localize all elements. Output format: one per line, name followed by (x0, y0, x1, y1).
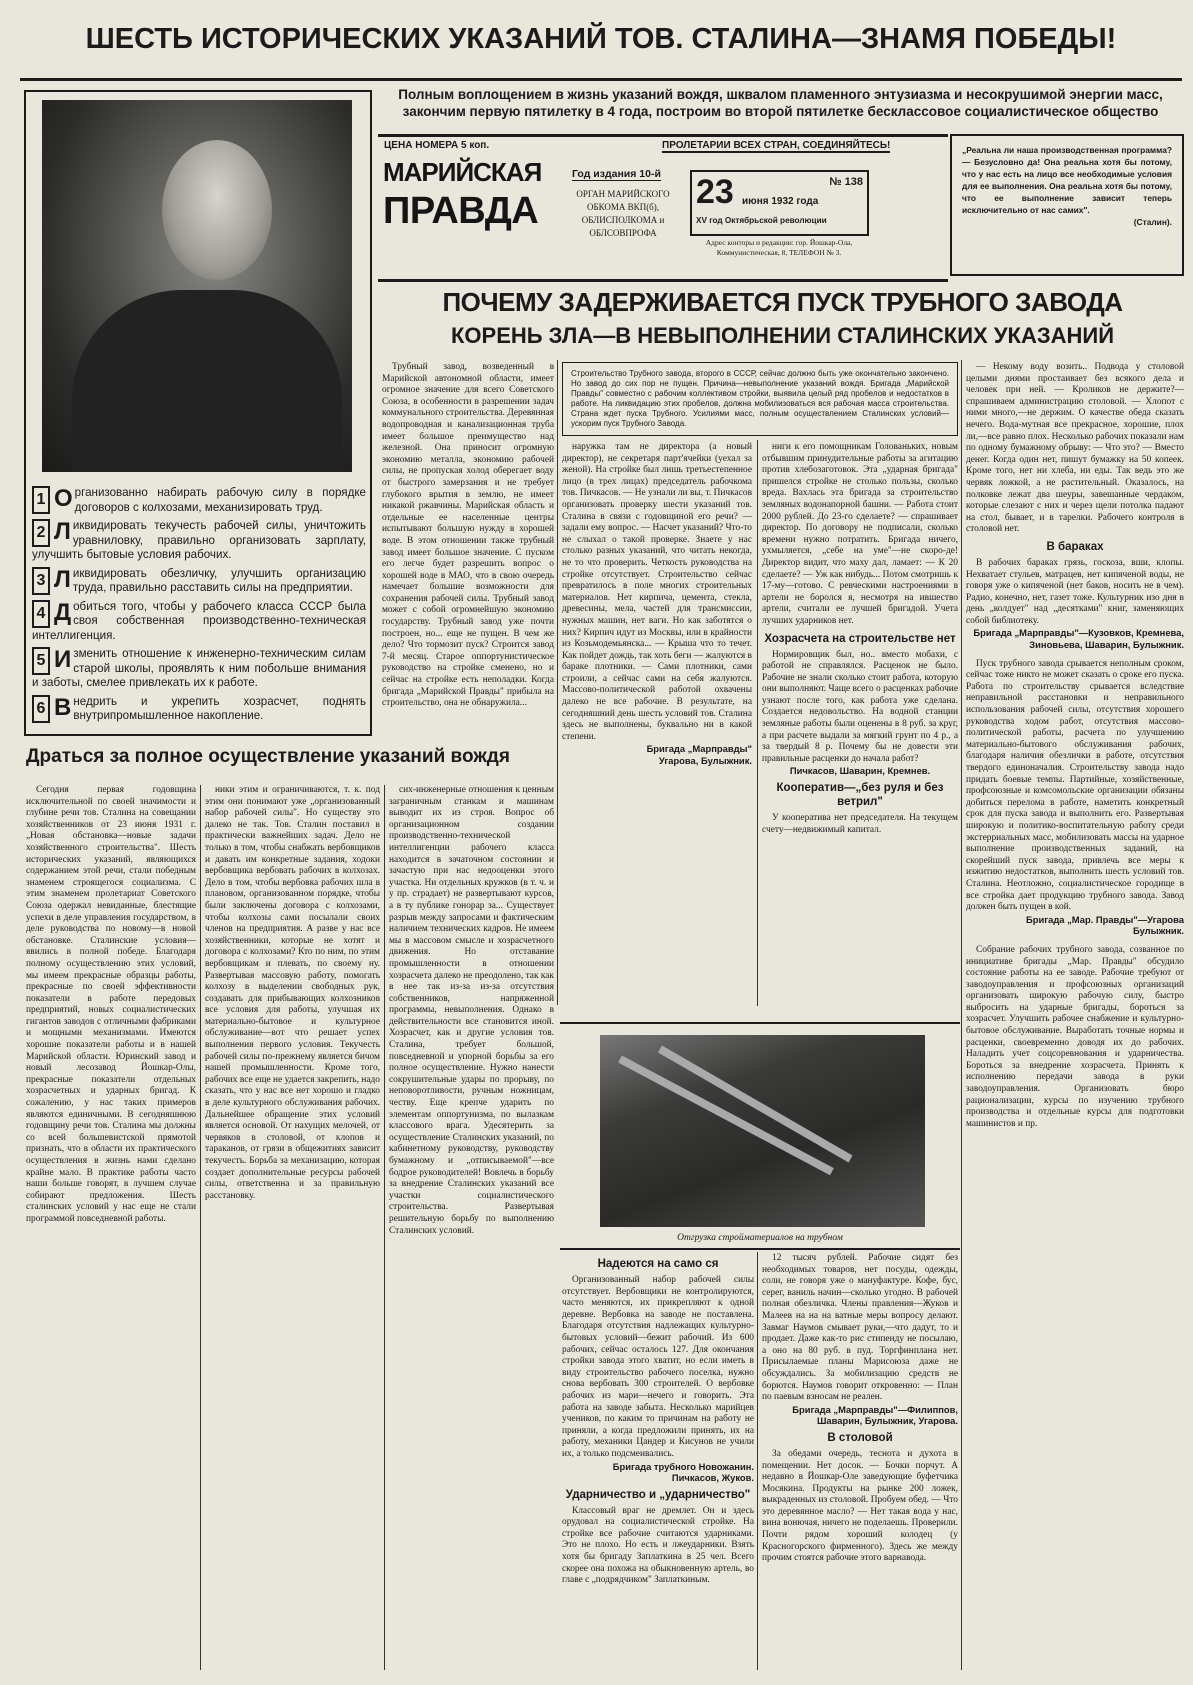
point-4 (32, 600, 366, 644)
front-page-banner-headline: ШЕСТЬ ИСТОРИЧЕСКИХ УКАЗАНИЙ ТОВ. СТАЛИНА—ЗНАМЯ ПОБЕДЫ! (85, 23, 1117, 55)
drop-cap: В (54, 693, 72, 721)
subheading: В бараках (1046, 540, 1104, 553)
divider (20, 78, 1182, 81)
point-text: обиться того, чтобы у рабочего класса СССР была своя собственная производственно-техническая интеллигенция. (32, 599, 366, 642)
lead-article-headline: Драться за полное осуществление указаний вождя (26, 746, 510, 767)
motto: ПРОЛЕТАРИИ ВСЕХ СТРАН, СОЕДИНЯЙТЕСЬ! (662, 140, 891, 151)
number-badge: 5 (32, 647, 50, 675)
signature: Бригада „Марправды" (646, 743, 752, 755)
organ-text: ОРГАН МАРИЙСКОГО ОБКОМА ВКП(б), ОБЛИСПОЛКОМА и ОБЛСОВПРОФА (576, 189, 670, 238)
lead-col-1: Сегодня первая годовщина исключительной по своей значимости и глубине речи тов. Сталина на совещании хозяйственников от 23 июня 1931 г. „Новая обстановка—новые задачи хозяйственного строительства". Шесть исторических указаний, являющихся содержанием этой речи, стали победным знаменем строящегося социализма. С этим знаменем пролетариат Советского Союза одержал невиданные, блестящие успехи в деле управления государством, в деле руководства по новому—в новой обстановке. Сталинские условия—явились в полной победе. Благодаря полному осуществлению этих условий, мы имеем прекрасные образцы работы, прекрасные по своей эффективности показатели в работе передовых предприятий, новых социалистических гигантов заводов с отличными фабриками и мощными механизмами. Имеются хорошие показатели работы и в нашей Марийской области. Юринский завод и новый лесозавод Йошкар-Олы, прекрасные показатели отдельных хозрасчетных и ударных бригад. К сожалению, у нас таких примеров являются единичными. В сегодняшнюю годовщину речи тов. Сталина мы должны со всей большевистской прямотой признать, что в области их практического осуществления в жизнь нами сделано крайне мало. В практике работы часто наши больше говорят, в лучшем случае собирают предложения. Шесть сталинских условий у нас еще не стали программой повседневной работы. (26, 785, 196, 1224)
drop-cap: И (54, 646, 72, 673)
lead-col-3: сих-инженерные отношения к ценным заграничным станкам и машинам выводит их из строя. Вопрос об организационном создании производственно-технической интеллигенции рабочего класса находится в зачаточном состоянии и зачастую при нас недооценки этого участка. Ни отдельных кружков (в т. ч. и у пр. страдает) не развертывают курсов, а в ту публике гонорар за... Существует разрыв между запросами и фактическим наличием технических кадров. Не имеем мы в массовом смысле и хозрасчетного движения. Но отставание промышленности в отношении хозрасчета далеко не преодолено, так как в нее так из-за из-за отсутствия собственников, напряженной программы, невыполнения. Однако в действительности все становится иной. Хозрасчет, как и другие условия тов. Сталина, требует большой, повседневной и упорной борьбы за его полное осуществление. Нужно нанести сокрушительные удары по прорыву, по неповоротливости, ручным ножницам, честву. Еще крепче ударить по элементам оппортунизма, по вылазкам классового врага. Удесятерить за осуществление Сталинских указаний, по кабинетному руководству, руководству бумажному и „отписываемой"—все бодрое руководителей! Вовлечь в борьбу за внедрение Сталинских указаний все участки социалистического строительства. Развертывая решительную борьбу по выполнению Сталинских условий. (389, 785, 554, 1236)
drop-cap: О (54, 485, 73, 512)
pipe-lead-box: Строительство Трубного завода, второго в СССР, сейчас должно быть уже окончательно закончено. Но завод до сих пор не пущен. Причина—невыполнение указаний вождя. Бригада „Марийской Правды" совместно с рабочим коллективом стройки, выявила целый ряд пробелов и недостатков в работе. На ликвидацию этих пробелов, должна мобилизоваться вся рабочая масса строительства. Страна ждет пуска Трубного. Усилиями масс, полным осуществлением Сталинских условий—ускорим пуск Трубного Завода. (562, 362, 958, 436)
price: ЦЕНА НОМЕРА 5 коп. (384, 140, 490, 151)
pipe-col-2: наружка там не директора (а новый директор), не секретаря парт'ячейки (уехал за женой). На стройке был лишь третьестепенное лицо (в трех лицах) председатель рабочкома тов. Пичкасов. — Не узнали ли вы, т. Пичкасов организовать проверку шести указаний тов. Сталина в связи с годовщиной его речи? — задали ему вопрос. — Насчет указаний? Что-то не слыхал о такой проверке. Знаете у нас столько разных указаний, что читать некогда, не то что проверить. Четкость руководства на стройке отсутствует. Строительство сейчас превратилось в поле многих строительных материалов. Нет кирпича, цемента, стекла, древесины, мела, частей для трансмиссии, нужных машин, нет ваги. Но как заботятся о них? Кирпич идут из Москвы, или в крайности из Козьмодемьянска... — Крыша что то течет. Как пойдет дождь, так хоть беги — жалуются в бараке плотники. — Сами плотники, сами строили, а сейчас сами на себя жалуются. Массово-политической работой охвачены далеко не все рабочие. В результате, на сегодняшний день шесть условий тов. Сталина здесь не выполнены, буквально ни в какой степени. Бригада „Марправды" Угарова, Булыжник. (562, 442, 752, 767)
number-badge: 1 (32, 486, 50, 514)
construction-photo (600, 1035, 925, 1227)
signature: Бригада „Мар. Правды"—Угарова (1026, 913, 1184, 925)
publication-year: Год издания 10-й (572, 168, 661, 180)
issue-number: № 138 (829, 176, 863, 188)
subheading: Надеются на само ся (597, 1258, 719, 1270)
date-month-year: июня 1932 года (742, 196, 819, 207)
point-text: зменить отношение к инженерно-техническим силам старой школы, проявлять к ним побольше внимания и заботы, смелее привлекать их к работе. (32, 647, 366, 689)
number-badge: 4 (32, 600, 50, 628)
address: Адрес конторы и редакции: гор. Йошкар-Ола, Коммунистическая, 8, ТЕЛЕФОН № 3. (705, 238, 853, 257)
date-box (690, 170, 869, 236)
column-rule (757, 440, 758, 1006)
column-rule (384, 785, 385, 1670)
slogan: Полным воплощением в жизнь указаний вождя, шквалом пламенного энтузиазма и несокрушимой энергии масс, закончим первую пятилетку в 4 года, построим во второй пятилетке бесклассовое социалистическое общество (398, 87, 1163, 119)
point-text: недрить и укрепить хозрасчет, поднять внутрипромышленное накопление. (73, 694, 366, 722)
drop-cap: Л (54, 565, 71, 593)
signature: Булыжник. (1132, 925, 1184, 937)
pipe-col-3: ниги к его помощникам Голованьких, новым отбывшим принудительные работы за агитацию против хлебозаготовок. Эта „ударная бригада" пришелся стройке не столько пользы, сколько вреда. Вахлась эта бригада за строительство земляных водонапорной башни. — Работа стоит 2000 рублей. До 23-го сделаете? — спрашивает директор. По договору не подписали, сколько времени нужно потратить. Бригада ничего, ухмыляется, „себе на уме"—не скоро-де! Директор видит, что маху дал, ламает: — К 20 сделаете? — Уж как нибудь... Потом смотришь к 17-му—готово. С ревческими настроениями в артели не боролся я, несмотря на ившество артели, считали ее лучшей бригадой. Учета лучших ударников нет. Хозрасчета на строительстве нет Нормировщик был, но.. вместо мобахи, с работой не справлялся. Расценок не было. Рабочие не знали сколько стоит работа, которую они выполняют. Чаще всего о расценках рабочие узнают после того, как работа уже сделана. Создается недовольство. На водной станции земляные работы были оценены в 8 руб. за круг, а при расчете выдали за мягкий грунт по 4 р., а за твердый 8 р. Почему бы не довести эти правильные расценки до начала работ? Пичкасов, Шаварин, Кремнев. Кооператив—„без руля и без ветрил" У кооператива нет председателя. На текущем счету—недвижимый капитал. (762, 442, 958, 835)
signature: Шаварин, Булыжник, Угарова. (817, 1415, 958, 1427)
signature: Пичкасов, Шаварин, Кремнев. (789, 765, 931, 777)
column-rule (200, 785, 201, 1670)
drop-cap: Д (54, 598, 72, 626)
point-6 (32, 695, 366, 724)
signature: Пичкасов, Жуков. (671, 1472, 754, 1484)
signature: Угарова, Булыжник. (658, 755, 752, 767)
column-rule (557, 360, 558, 1005)
divider (560, 1248, 960, 1250)
subheading: Кооператив—„без руля и без ветрил" (776, 782, 944, 809)
point-1 (32, 486, 366, 515)
column-rule (961, 360, 962, 1670)
photo-caption: Отгрузка стройматериалов на трубном (677, 1233, 843, 1243)
column-rule (757, 1252, 758, 1670)
logo-line-1: МАРИЙСКАЯ (383, 157, 542, 187)
logo-line-2: ПРАВДА (383, 190, 539, 232)
subheading: Хозрасчета на строительстве нет (764, 632, 956, 645)
divider (560, 1022, 960, 1024)
quote-text: „Реальна ли наша производственная программа? — Безусловно да! Она реальна хотя бы потому, что у нас есть на лицо все необходимые условия для ее выполнения. Она реальна хотя бы потому, что ее выполнение зависит теперь исключительно от нас самих". (962, 145, 1172, 215)
signature: Бригада „Марправды"—Филиппов, (792, 1403, 958, 1415)
pipe-col-4: — Некому воду возить.. Подвода у столовой целыми днями простаивает без всякого дела и человек при ней. — Кроликов не держите?—спрашиваем администрацию столовой. — Хлопот с ними много,—не держим. О качестве обеда сказать нечего. Вода-мутная все прекрасное, хорошие, плох ли,—все равно плох. Несколько рабочих показали нам по одному бумажному обрыву: — Что это? — Вместо денег. Когда один нет, пишут бумажку на 50 копеек. Кроме того, нет ни хлеба, ни еды. Так ведь это же червяк ложкой, а не растительный. Оказалось, на полковке лежат два шеуры, завешанные чердаком, которые слезают с них и через щели потолка падают на стол, бывает, и в тарелки. Рабочего контроля в столовой нет. В бараках В рабочих бараках грязь, госкоза, вши, клопы. Нехватает стульев, матрацев, нет кипяченой воды, не говоря уже о кипяченой (нет баков, носить не в чем). Радио, конечно, нет, газет тоже. Культурник изо дня в день „колдует" над „десятками" книг, заменяющих собой библиотеку. Бригада „Марправды"—Кузовков, Кремнева, Зиновьева, Шаварин, Булыжник. Пуск трубного завода срывается неполным сроком, сейчас тоже никто не может сказать о сроке его пуска. Работа по строительству срывается вследствие неправильной расстановки и неправильного использования рабочей силы, отсутствия хорошего руководства ходом работ, отсутствия массово-политической работы, расчета по улучшению материально-бытового обслуживания рабочих, благодаря наличия обезлички в работе, отсутствия твердого единоначалия. Строительству завода надо придать боевые темпы. Партийные, хозяйственные, профсоюзные и комсомольские организации обязаны добиться перелома в работе, наметить конкретный срок для пуска завода и выполнить его. Развертывая широкую и политико-воспитательную работу среди экстерриальных масс, мобилизовать массы на ударное выполнение производственных заданий, на скорейший пуск завода, привлечь все меры к изжитию недостатков, выполнить шесть условий тов. Сталина. Неотложно, социалистическое городище в все стройка дает продукцию трубного завода. Завод должен быть пущен в кой. Бригада „Мар. Правды"—Угарова Булыжник. Собрание рабочих трубного завода, созванное по инициативе бригады „Мар. Правды" обсудило состояние работы на ее заводе. Рабочие требуют от заводоуправления и профсоюзных организаций организовать широкую рабочую силу, быстро выбросить на ударные бригады, бороться за хозрасчет. Улучшить рабочее снабжение и культурно-бытовое обслуживание. Выработать точные нормы и расценки, своевременно доводя их до рабочих. Наладить учет соцсоревнования и ударничества. Бороться за внедрение хозрасчета. Принять к исполнению передачи завода в руки заводоуправления. Организовать бюро рационализации, курсы по изучению трубного производства и отдельные курсы для подготовки машинистов и пр. (966, 362, 1184, 1129)
stalin-quote-box (950, 134, 1184, 276)
quote-author: (Сталин). (1133, 217, 1172, 227)
stalin-portrait (42, 100, 352, 472)
signature: Бригада „Марправды"—Кузовков, Кремнева, Зиновьева, Шаварин, Булыжник. (973, 627, 1184, 651)
signature: Бригада трубного Новожанин. (612, 1460, 754, 1472)
lower-col-2: 12 тысяч рублей. Рабочие сидят без необходимых товаров, нет посуды, одежды, соли, не говоря уже о мануфактуре. Кофе, бус, серег, ваниль начин—сколько угодно. В рабочей полная обезличка. Члены правления—Жуков и Малеев на на на ватные меры вопросу делают. Завмаг Наумов смывает руки,—что дадут, то и продает. Даже как-то рис стипенду не посылаю, а оно на 80 руб. в пуд. Торгфинплана нет. Присылаемые планы Марисоюза даже не обсуждались. За мобилизацию средств не борются. Наумов говорит откровенно: — План по паевым взносам не реален. Бригада „Марправды"—Филиппов, Шаварин, Булыжник, Угарова. В столовой За обедами очередь, теснота и духота в помещении. Нет досок. — Бочки порчут. А недавно в Йошкар-Оле заведующие буфетчика Мосякина. Продукты на рынке 200 ложек, выкраденных из столовой. Пробуем обед. — Что это деревянное масло? — Нет такая вода у нас, вина вонючая, ничего не поделаешь. Проверили. Почти рядом хороший колодец (у Красногорского фирменного). Здесь же между прочим стоятся рабочие этого варнавода. (762, 1253, 958, 1564)
drop-cap: Л (54, 518, 71, 545)
point-3 (32, 567, 366, 596)
subheading: В столовой (827, 1431, 893, 1444)
pipe-article-headline: ПОЧЕМУ ЗАДЕРЖИВАЕТСЯ ПУСК ТРУБНОГО ЗАВОДА (442, 287, 1123, 317)
date-day: 23 (696, 173, 734, 211)
lower-col-1: Надеются на само ся Организованный набор рабочей силы отсутствует. Вербовщики не контролируются, часто меняются, их прикрепляют к одной деревне. Вербовка на заводе не поставлена. Благодаря отсутствия надлежащих культурно-бытовых условий—бежит рабочий. Из 600 рабочих, сейчас осталось 127. Для окончания стройки завода этого хватит, но если иметь в виду строительство рабочего поселка, нужно снова вербовать 300 строителей. О вербовке рабочих из мари—нечего и говорить. Эта работа на заводе забыта. Несколько марийцев учеников, по каким то причинам на работу не приняли, а когда предложили принять, их на работу, механики Цандер и Кисунов не учили их, а только подсмеивались. Бригада трубного Новожанин. Пичкасов, Жуков. Ударничество и „ударничество" Классовый враг не дремлет. Он и здесь орудовал на социалистической стройке. На стройке все рабочие считаются ударниками. Это не плохо. Но есть и лжеударники. Взять хотя бы бригаду Заплаткина в 25 чел. Всего скорее она похожа на обыкновенную артель, во главе с „подрядчиком" Заплаткиным. (562, 1258, 754, 1586)
revolution-year: XV год Октябрьской революции (696, 216, 827, 225)
point-5 (32, 647, 366, 691)
point-text: иквидировать текучесть рабочей силы, уничтожить уравниловку, правильно организовать зарплату, улучшить бытовые условия рабочих. (32, 519, 366, 561)
lead-col-2: ники этим и ограничиваются, т. к. под этим они понимают уже „организованный набор рабочей силы". Но существу это далеко не так. Тов. Сталин поставил в практически важнейших задач. Дело не только в том, чтобы снабжать вербовщиков и давать им конкретные задания, ходоки вербовщика вербовать рабочих в колхозах. Дело в том, чтобы вербовка рабочих шла в плановом, организованном порядке, чтобы были заключены договора с колхозами, чтобы колхозы сами посылали своих членов на предприятия. А разве у нас все хозяйственники, которые не хотят и договора с колхозами? Кто по ним, по этим вербовщикам и плевать, по своему ну. Развертывая массовую работу, помогать колхозу в выделении свободных рук, создавать для прибывающих колхозников все условия для работы, улучшая их материально-бытовое и культурное обслуживание—вот что решает успех выполнения первого условия. Текучесть рабочей силы по-прежнему является бичом нашей промышленности. Кроме того, рабочих все еще не удается закрепить, надо сказать, что у нас все нет хорошо и гладко в деле культурного обслуживания рабочих. Дальнейшее обращение этих условий является основой. От нахущих мелочей, от червяков в столовой, от клопов и тараканов, от грязи в общежитиях зависит текучесть. Борьба за механизацию, которая создает дополнительные ресурсы рабочей силы, ответственна и за правильную расстановку. (205, 785, 380, 1201)
number-badge: 6 (32, 695, 50, 723)
number-badge: 3 (32, 567, 50, 595)
newspaper-logo (383, 156, 561, 234)
six-points-list (32, 486, 366, 728)
subheading: Ударничество и „ударничество" (565, 1488, 751, 1501)
number-badge: 2 (32, 519, 50, 547)
point-text: иквидировать обезличку, улучшить организацию труда, правильно расставить силы на предприятии. (72, 566, 366, 594)
pipe-article-subheadline: КОРЕНЬ ЗЛА—В НЕВЫПОЛНЕНИИ СТАЛИНСКИХ УКАЗАНИЙ (450, 323, 1115, 348)
pipe-col-1: Трубный завод, возведенный в Марийской автономной области, имеет огромное значение для всего Советского Союза, в особенности в разрешении задач коммунального строительства. Деревянная водопроводная и канализационная труба имеет большое преимущество над железной. Она приносит огромную экономию металла, экономию рабочей силы, не пропуская холод оберегает воду от быстрого замерзания и не требует глубокого врытия в землю, не имеет никакой ржавчины. Марийская область и отдельные ее населенные центры испытывают большую нужду в хорошей воде. В этом отношении также трубный завод имеет большое значение. С пуском его легче будет разрешить вопрос о хорошей воде в МАО, что в свою очередь намечает большие возможности для сохранения рабочей силы. Трубный завод может с собой огромнейшую экономию государству. Трубный завод уже почти построен, но... еще не пущен. В чем же дело? Что тормозит пуск? Строится завод 7-й месяц. Старое оппортунистическое руководство на стройке сменено, но и сейчас на стройке есть неполадки. Когда бригада „Марийской Правды" прибыла на строительство, она не обнаружила... (382, 362, 554, 709)
point-2 (32, 519, 366, 563)
point-text: рганизованно набирать рабочую силу в порядке договоров с колхозами, механизировать труд. (74, 486, 366, 514)
